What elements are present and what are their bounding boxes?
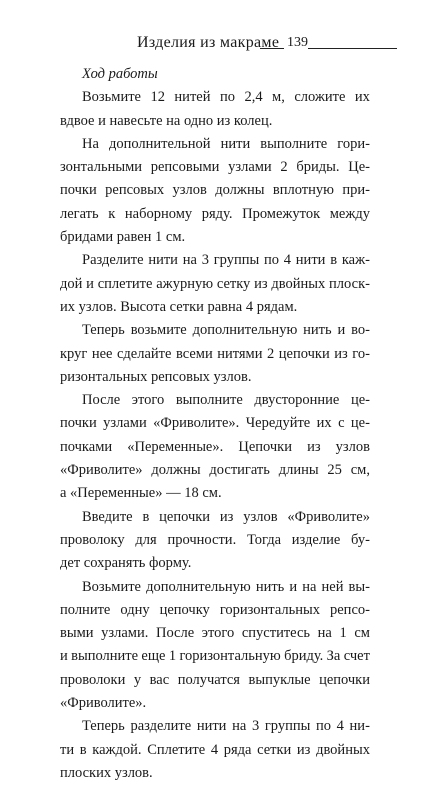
text-line: проволоки у вас получатся выпуклые цепочки bbox=[60, 671, 370, 688]
page-body bbox=[60, 63, 370, 785]
text-line: легать к наборному ряду. Промежуток между bbox=[60, 205, 370, 222]
header-rule-left bbox=[260, 48, 284, 49]
text-line: На дополнительной нити выполните гори- bbox=[82, 135, 370, 152]
text-line: Возьмите 12 нитей по 2,4 м, сложите их bbox=[82, 89, 370, 106]
paragraph bbox=[60, 576, 370, 716]
text-line: ти в каждой. Сплетите 4 ряда сетки из двойных bbox=[60, 741, 370, 758]
paragraph bbox=[60, 319, 370, 389]
text-line: плоских узлов. bbox=[60, 764, 153, 781]
paragraph bbox=[60, 249, 370, 319]
paragraph bbox=[60, 506, 370, 576]
text-line: «Фриволите» должны достигать длины 25 см, bbox=[60, 462, 370, 479]
text-line: выми узлами. После этого спуститесь на 1 см bbox=[60, 625, 370, 642]
text-line: Введите в цепочки из узлов «Фриволите» bbox=[82, 508, 370, 525]
text-line: После этого выполните двусторонние це- bbox=[82, 392, 370, 409]
text-line: полните одну цепочку горизонтальных репсо- bbox=[60, 601, 370, 618]
running-header bbox=[0, 34, 426, 54]
paragraph bbox=[60, 86, 370, 133]
text-line: «Фриволите». bbox=[60, 695, 147, 712]
text-line: круг нее сделайте всеми нитями 2 цепочки из го- bbox=[60, 345, 370, 362]
text-line: зонтальными репсовыми узлами 2 бриды. Це- bbox=[60, 159, 370, 176]
text-line: бридами равен 1 см. bbox=[60, 229, 186, 246]
paragraph bbox=[60, 133, 370, 249]
text-line: почки узлами «Фриволите». Чередуйте их с це- bbox=[60, 415, 370, 432]
text-line: дет сохранять форму. bbox=[60, 555, 192, 572]
text-line: Теперь возьмите дополнительную нить и во- bbox=[82, 322, 370, 339]
text-line: дой и сплетите ажурную сетку из двойных плоск- bbox=[60, 275, 370, 292]
paragraph bbox=[60, 715, 370, 785]
text-line: Возьмите дополнительную нить и на ней вы- bbox=[82, 578, 370, 595]
text-line: почками «Переменные». Цепочки из узлов bbox=[60, 438, 370, 455]
text-line: почки репсовых узлов должны вплотную при- bbox=[60, 182, 370, 199]
text-line: Теперь разделите нити на 3 группы по 4 ни- bbox=[82, 718, 370, 735]
text-line: ризонтальных репсовых узлов. bbox=[60, 368, 252, 385]
text-line: их узлов. Высота сетки равна 4 рядам. bbox=[60, 298, 298, 315]
text-line: Разделите нити на 3 группы по 4 нити в каж- bbox=[82, 252, 370, 269]
page-number: 139 bbox=[287, 35, 308, 50]
text-line: и выполните еще 1 горизонтальную бриду. За счет bbox=[60, 648, 370, 665]
text-line: а «Переменные» — 18 см. bbox=[60, 485, 222, 502]
section-heading: Ход работы bbox=[82, 66, 158, 82]
text-line: вдвое и навесьте на одно из колец. bbox=[60, 112, 273, 129]
paragraph bbox=[60, 389, 370, 505]
header-rule-right bbox=[308, 48, 397, 49]
running-header-title: Изделия из макраме bbox=[137, 34, 280, 51]
paragraphs bbox=[60, 86, 370, 785]
text-line: проволоку для прочности. Тогда изделие бу- bbox=[60, 531, 370, 548]
